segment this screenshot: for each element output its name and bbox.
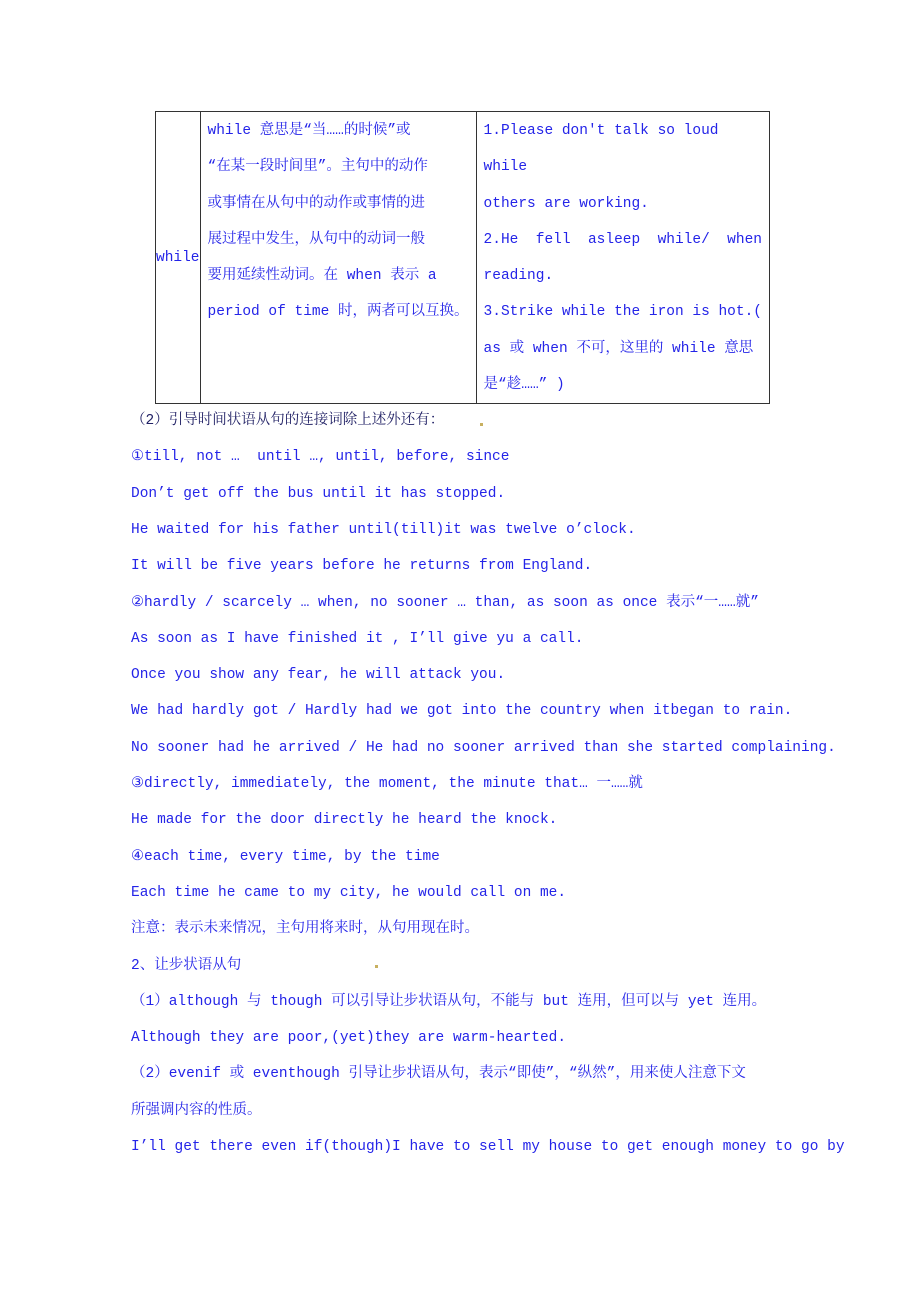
meaning-line: 展过程中发生，从句中的动词一般 — [207, 231, 426, 248]
example-line: 1.Please don't talk so loud while — [483, 123, 719, 176]
stray-mark — [375, 965, 378, 968]
text-line: It will be five years before he returns from England. — [131, 558, 593, 575]
text-line: Once you show any fear, he will attack you. — [131, 667, 506, 684]
word-cell: while — [156, 112, 201, 404]
text-line: ②hardly / scarcely … when, no sooner … than, as soon as once 表示“一……就” — [131, 594, 759, 611]
example-line: 3.Strike while the iron is hot.( — [483, 304, 762, 321]
table-row — [156, 112, 770, 404]
example-line: reading. — [483, 268, 554, 285]
text-line: （2）引导时间状语从句的连接词除上述外还有： — [131, 413, 445, 429]
text-line: Each time he came to my city, he would call on me. — [131, 884, 567, 901]
text-line: As soon as I have finished it , I’ll give yu a call. — [131, 630, 584, 647]
text-line: He waited for his father until(till)it was twelve o’clock. — [131, 521, 636, 538]
text-line: No sooner had he arrived / He had no sooner arrived than she started complaining. — [131, 739, 836, 756]
meaning-line: while 意思是“当……的时候”或 — [207, 123, 411, 139]
meaning-line: 要用延续性动词。在 when 表示 a — [207, 268, 437, 285]
example-line: 2.He fell asleep while/ when — [483, 231, 762, 248]
text-line: We had hardly got / Hardly had we got into the country when itbegan to rain. — [131, 703, 793, 720]
stray-mark — [480, 423, 483, 426]
text-line: 2、让步状语从句 — [131, 957, 242, 974]
text-line: 所强调内容的性质。 — [131, 1102, 262, 1119]
text-line: Don’t get off the bus until it has stopped. — [131, 485, 506, 502]
meaning-line: “在某一段时间里”。主句中的动作 — [207, 159, 428, 176]
text-line: （2）evenif 或 eventhough 引导让步状语从句，表示“即使”，“纵然”，用来使人注意下文 — [131, 1066, 746, 1083]
examples-cell — [476, 112, 769, 404]
example-line: as 或 when 不可，这里的 while 意思 — [483, 340, 754, 357]
example-line: others are working. — [483, 195, 649, 212]
meaning-line: 或事情在从句中的动作或事情的进 — [207, 195, 426, 212]
text-line: ③directly, immediately, the moment, the minute that… 一……就 — [131, 776, 643, 792]
meaning-line: period of time 时，两者可以互换。 — [207, 304, 469, 321]
text-line: I’ll get there even if(though)I have to sell my house to get enough money to go by — [131, 1139, 845, 1155]
text-line: （1）although 与 though 可以引导让步状语从句，不能与 but 连用，但可以与 yet 连用。 — [131, 993, 767, 1010]
text-line: He made for the door directly he heard the knock. — [131, 812, 558, 829]
text-line: ④each time, every time, by the time — [131, 848, 440, 865]
text-line: ①till, not … until …, until, before, since — [131, 449, 510, 466]
text-line: Although they are poor,(yet)they are warm-hearted. — [131, 1030, 567, 1047]
text-line: 注意：表示未来情况，主句用将来时，从句用现在时。 — [131, 921, 479, 938]
example-line: 是“趁……” ) — [483, 377, 565, 394]
while-table — [155, 111, 770, 404]
meaning-cell — [200, 112, 476, 404]
